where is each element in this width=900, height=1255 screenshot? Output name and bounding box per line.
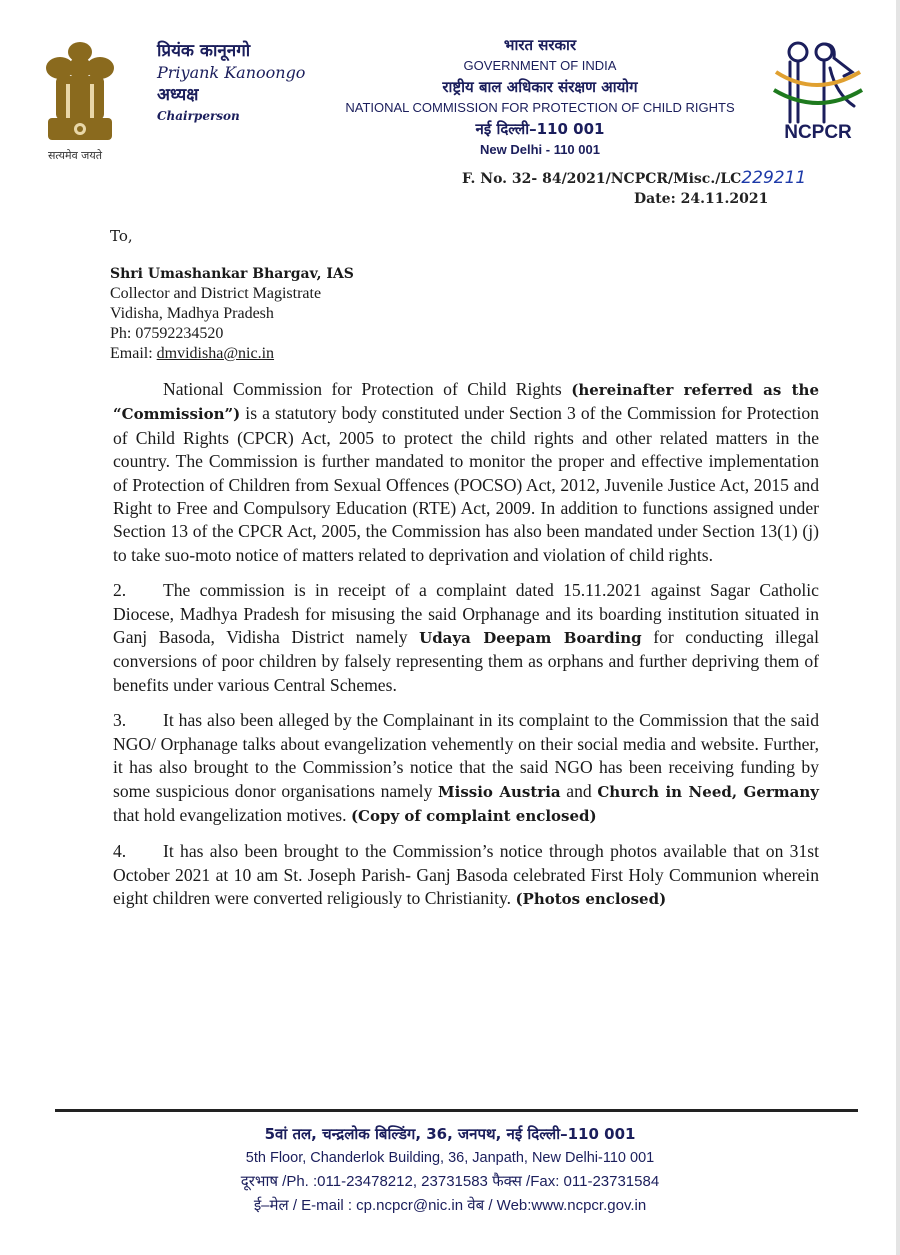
chairperson-role-hindi: अध्यक्ष: [157, 85, 199, 105]
bold-text: Church in Need, Germany: [597, 782, 820, 801]
recipient-address: [110, 264, 354, 364]
paragraph-1: [113, 378, 819, 567]
paragraph-text: and: [560, 780, 598, 801]
recipient-designation: Collector and District Magistrate: [110, 285, 322, 302]
ncpcr-logo-text: NCPCR: [784, 122, 852, 143]
paragraph-text: It has also been alleged by the Complainant in its complaint to the Commission that the said NGO/ Orphanage talks about evangelization vehemently on their social media and website. Further, it has also brought to the Commission’s notice that the said NGO has been receiving funding by some suspicious donor organisations namely: [113, 710, 819, 801]
government-name: GOVERNMENT OF INDIA: [463, 58, 617, 73]
bold-text: (Copy of complaint enclosed): [350, 806, 597, 825]
letter-date: Date: 24.11.2021: [634, 191, 769, 207]
paragraph-text: is a statutory body constituted under Section 3 of the Commission for Protection of Child Rights (CPCR) Act, 2005 to protect the child rights and other related matters in the country. The Commission is further mandated to monitor the proper and effective implementation of Protection of Children from Sexual Offences (POCSO) Act, 2012, Juvenile Justice Act, 2015 and Right to Free and Compulsory Education (RTE) Act, 2009. In addition to functions assigned under Section 13 of the CPCR Act, 2005, the Commission has also been mandated under Section 13(1) (j) to take suo-moto notice of matters related to deprivation and violation of child rights.: [113, 403, 819, 565]
chairperson-name-hindi: प्रियंक कानूनगो: [157, 41, 251, 61]
chairperson-block: [157, 40, 305, 126]
recipient-email-link[interactable]: dmvidisha@nic.in: [156, 345, 275, 362]
paragraph-text: that hold evangelization motives.: [113, 804, 351, 825]
paragraph-text: for conducting illegal conversions of poor children by falsely representing them as orphans and further depriving them of benefits under various Central Schemes.: [113, 627, 819, 695]
government-hindi: भारत सरकार: [503, 36, 577, 54]
recipient-phone: Ph: 07592234520: [110, 325, 224, 342]
paragraph-number: 2.: [113, 580, 127, 601]
paragraph-3: [113, 709, 819, 828]
paragraph-4: [113, 840, 819, 911]
paragraph-text: The commission is in receipt of a complaint dated 15.11.2021 against Sagar Catholic Diocese, Madhya Pradesh for misusing the said Orphanage and its boarding institution situated in Ganj Basoda, Vidisha District namely: [113, 580, 819, 648]
footer-phone-fax: दूरभाष /Ph. :011-23478212, 23731583 फैक्स /Fax: 011-23731584: [240, 1173, 660, 1190]
paragraph-text: National Commission for Protection of Child Rights: [163, 379, 572, 399]
letterhead-footer: [0, 1122, 900, 1218]
city-hindi: नई दिल्ली–110 001: [475, 120, 605, 138]
city-name: New Delhi - 110 001: [480, 142, 600, 157]
footer-divider: [55, 1109, 858, 1112]
footer-address: 5th Floor, Chanderlok Building, 36, Janpath, New Delhi-110 001: [245, 1150, 655, 1166]
paragraph-number: 3.: [113, 710, 127, 731]
national-emblem-icon: [40, 38, 120, 166]
bold-text: Missio Austria: [438, 782, 561, 801]
recipient-email-line: [110, 344, 354, 364]
email-label: Email:: [110, 345, 157, 362]
chairperson-name: Priyank Kanoongo: [157, 63, 306, 82]
paragraph-text: It has also been brought to the Commission’s notice through photos available that on 31st October 2021 at 10 am St. Joseph Parish- Ganj Basoda celebrated First Holy Communion wherein eight children were converted religiously to Christianity.: [113, 841, 819, 909]
chairperson-role: Chairperson: [157, 109, 240, 123]
footer-address-hindi: 5वां तल, चन्द्रलोक बिल्डिंग, 36, जनपथ, नई दिल्ली–110 001: [264, 1125, 636, 1143]
paragraph-number: 4.: [113, 841, 127, 862]
file-number: F. No. 32- 84/2021/NCPCR/Misc./LC: [462, 171, 742, 187]
emblem-motto: सत्यमेव जयते: [47, 149, 102, 162]
reference-block: [462, 168, 806, 209]
salutation: To,: [110, 227, 133, 245]
bold-text: (Photos enclosed): [515, 890, 667, 909]
footer-email-web: ई–मेल / E-mail : cp.ncpcr@nic.in वेब / Web:www.ncpcr.gov.in: [253, 1197, 647, 1214]
bold-text: (hereinafter referred as the “Commission”): [113, 381, 819, 424]
handwritten-number: 229211: [741, 168, 807, 188]
letter-body: [113, 378, 819, 924]
paragraph-2: [113, 579, 819, 697]
commission-hindi: राष्ट्रीय बाल अधिकार संरक्षण आयोग: [442, 78, 638, 96]
commission-name: NATIONAL COMMISSION FOR PROTECTION OF CHILD RIGHTS: [345, 100, 735, 115]
recipient-name: Shri Umashankar Bhargav, IAS: [110, 266, 354, 282]
letterhead-center: [330, 34, 750, 160]
bold-text: Udaya Deepam Boarding: [419, 629, 642, 648]
recipient-location: Vidisha, Madhya Pradesh: [110, 305, 274, 322]
